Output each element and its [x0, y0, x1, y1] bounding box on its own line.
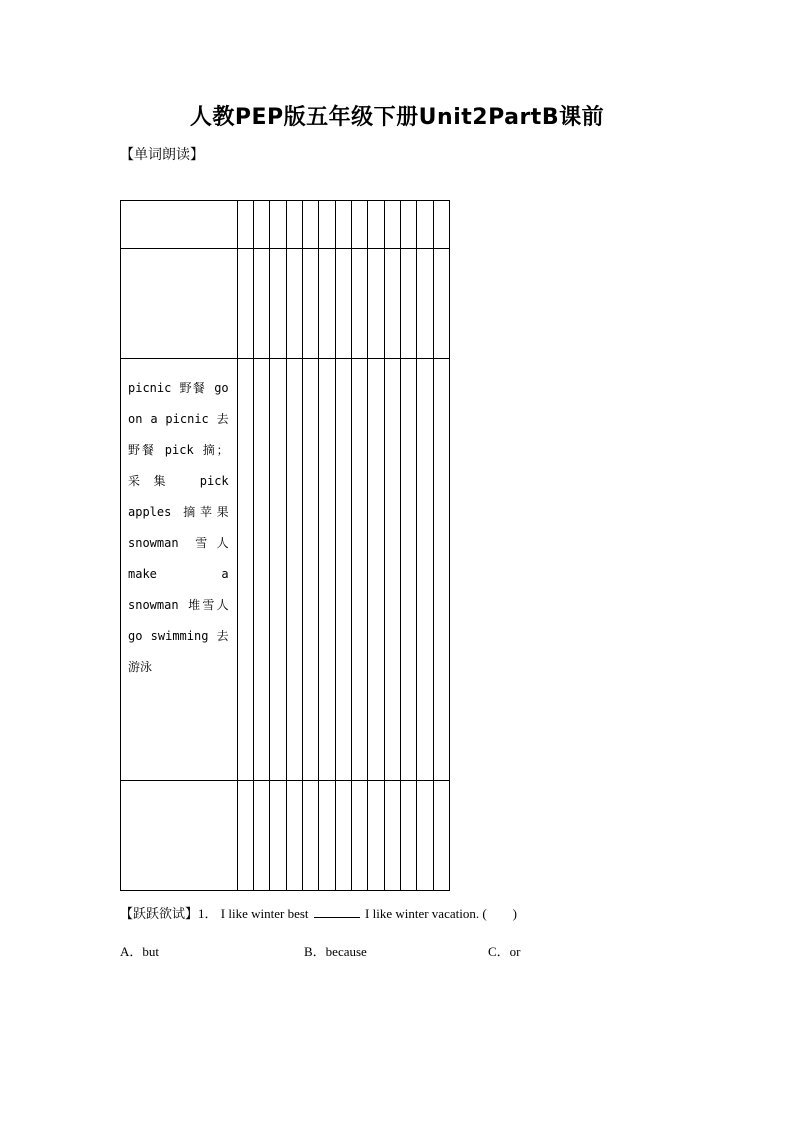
table-cell: [302, 201, 318, 249]
option-letter: B．: [304, 944, 326, 959]
table-cell: [121, 201, 238, 249]
table-cell: [286, 359, 302, 781]
table-row: [121, 201, 450, 249]
option-b[interactable]: [304, 941, 367, 960]
table-cell: [368, 359, 384, 781]
table-cell: [253, 359, 269, 781]
table-cell: [368, 201, 384, 249]
table-cell: [121, 781, 238, 891]
table-cell: [351, 201, 367, 249]
vocab-text: picnic 野餐 go on a picnic 去野餐 pick 摘；采集 pick apples 摘苹果 snowman 雪人 make a snowman 堆雪人 go swimming 去游泳: [128, 381, 229, 674]
table-cell: [270, 359, 286, 781]
table-cell: [237, 359, 253, 781]
table-cell: [286, 249, 302, 359]
table-cell: [237, 249, 253, 359]
table-cell: [237, 781, 253, 891]
table-cell: [433, 249, 449, 359]
table-cell: [335, 781, 351, 891]
table-cell: [237, 201, 253, 249]
option-a[interactable]: [120, 941, 159, 960]
page-title: 人教PEP版五年级下册Unit2PartB课前: [189, 105, 605, 130]
table-row: [121, 781, 450, 891]
table-cell: [270, 781, 286, 891]
table-cell: [319, 359, 335, 781]
table-cell: [400, 249, 416, 359]
question-text-after: I like winter vacation. (: [365, 906, 487, 921]
table-cell: [121, 249, 238, 359]
table-cell: [335, 359, 351, 781]
table-cell: [253, 201, 269, 249]
table-cell: [270, 249, 286, 359]
question-tag: 【跃跃欲试】: [120, 907, 199, 922]
question-text-before: I like winter best: [220, 906, 309, 921]
table-cell: [270, 201, 286, 249]
table-cell: [302, 249, 318, 359]
table-cell: [368, 781, 384, 891]
table-cell: [351, 249, 367, 359]
table-cell: [433, 201, 449, 249]
table-cell: [302, 359, 318, 781]
option-text: but: [142, 944, 160, 959]
table-cell: [384, 781, 400, 891]
table-cell: [400, 781, 416, 891]
option-letter: A．: [120, 944, 143, 959]
table-cell: [286, 201, 302, 249]
option-c[interactable]: [488, 941, 521, 960]
table-cell: [286, 781, 302, 891]
option-text: or: [509, 944, 521, 959]
question-number: 1．: [198, 906, 218, 921]
table-cell: [335, 249, 351, 359]
table-cell: [417, 781, 433, 891]
table-cell: [319, 201, 335, 249]
table-cell: [351, 781, 367, 891]
table-cell: [384, 359, 400, 781]
section-label: 【单词朗读】: [120, 147, 204, 163]
table-cell: [253, 781, 269, 891]
option-text: because: [325, 944, 367, 959]
vocab-cell: [121, 359, 238, 781]
table-cell: [433, 359, 449, 781]
table-cell: [400, 359, 416, 781]
table-cell: [384, 249, 400, 359]
question-1: [120, 903, 517, 922]
vocab-table: [120, 200, 450, 891]
table-row: [121, 359, 450, 781]
table-cell: [302, 781, 318, 891]
table-cell: [368, 249, 384, 359]
option-letter: C．: [488, 944, 510, 959]
question-close-paren: ): [512, 906, 518, 921]
table-cell: [400, 201, 416, 249]
table-cell: [417, 249, 433, 359]
table-cell: [433, 781, 449, 891]
table-cell: [319, 781, 335, 891]
table-cell: [319, 249, 335, 359]
answer-blank[interactable]: [314, 905, 360, 918]
table-cell: [335, 201, 351, 249]
table-cell: [417, 359, 433, 781]
table-row: [121, 249, 450, 359]
table-cell: [417, 201, 433, 249]
table-cell: [351, 359, 367, 781]
table-cell: [384, 201, 400, 249]
table-cell: [253, 249, 269, 359]
